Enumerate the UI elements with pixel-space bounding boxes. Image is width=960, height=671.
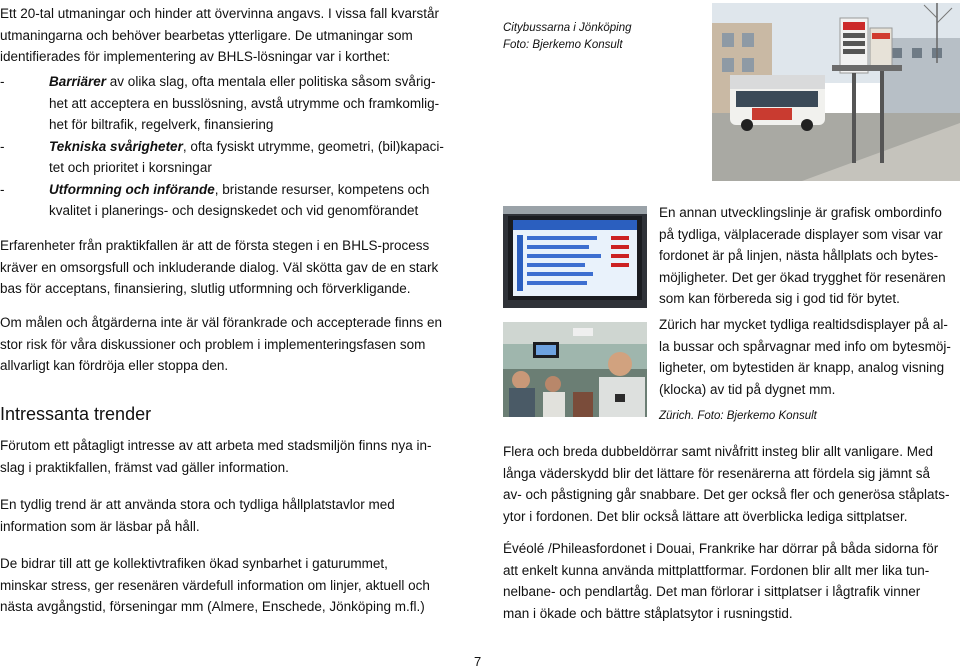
text-line: information som är läsbar på håll.: [0, 518, 200, 534]
list-text: av olika slag, ofta mentala eller politiska såsom svårig-: [106, 74, 436, 89]
text-line: Ett 20-tal utmaningar och hinder att övervinna angavs. I vissa fall kvarstår: [0, 6, 439, 21]
bus-interior-photo: [503, 322, 647, 417]
zurich-paragraph: [659, 314, 960, 400]
text-line: långa väderskydd blir det lättare för resenärerna att fördela sig jämnt så: [503, 465, 930, 481]
text-line: av- och påstigning går snabbare. Det ger också fler och generösa ståplats-: [503, 487, 950, 502]
text-line: ytor i fordonen. Det blir också lättare att överblicka lediga sittplatser.: [503, 508, 908, 524]
text-line: fordonet är på linjen, nästa hållplats och bytes-: [659, 248, 939, 263]
text-line: identifierades för implementering av BHLS-lösningar var i korthet:: [0, 49, 391, 64]
list-dash: -: [0, 74, 5, 89]
text-line: som kan förbereda sig i god tid för bytet.: [659, 291, 900, 306]
text-line: Flera och breda dubbeldörrar samt nivåfritt insteg blir allt vanligare. Med: [503, 444, 933, 459]
caption-line: Citybussarna i Jönköping: [503, 22, 632, 34]
trend-paragraph-1: [0, 435, 470, 478]
text-line: ligheter, om bytestiden är knapp, analog visning: [659, 360, 945, 375]
text-line: Zürich har mycket tydliga realtidsdisplayer på al-: [659, 317, 948, 332]
text-line: En tydlig trend är att använda stora och tydliga hållplatstavlor med: [0, 497, 395, 512]
photo-caption-jonkoping: [503, 20, 703, 54]
text-line: möjligheter. Det ger ökad trygghet för resenären: [659, 269, 946, 285]
trend-paragraph-2: [0, 494, 470, 537]
doors-paragraph: [503, 441, 960, 527]
text-line: allvarligt kan fördröja eller stoppa den.: [0, 358, 229, 373]
text-line: nelbane- och pendlartåg. Det man förlorar i sittplatser i lågtrafik vinner: [503, 584, 921, 599]
text-line: En annan utvecklingslinje är grafisk ombordinfo: [659, 205, 942, 220]
text-line: Évéolé /Phileasfordonet i Douai, Frankrike har dörrar på båda sidorna för: [503, 541, 939, 556]
text-line: [49, 136, 470, 158]
text-line: kräver en omsorgsfull och inkluderande dialog. Väl skötta gav de en stark: [0, 259, 439, 275]
bus-stop-photo: [712, 3, 960, 181]
list-dash: -: [0, 138, 5, 154]
text-line: (klocka) av tid på dygnet mm.: [659, 381, 836, 397]
page-number: 7: [474, 654, 482, 669]
list-text: , bristande resurser, kompetens och: [214, 181, 430, 197]
text-line: tet och prioritet i korsningar: [49, 160, 212, 175]
text-line: nästa avgångstid, förseningar mm (Almere, Enschede, Jönköping m.fl.): [0, 599, 425, 614]
text-line: att enkelt kunna använda mittplattformar. Fordonen blir allt mer lika tun-: [503, 562, 930, 578]
text-line: Förutom ett påtagligt intresse av att arbeta med stadsmiljön finns nya in-: [0, 438, 432, 453]
text-line: på tydliga, välplacerade displayer som visar var: [659, 226, 943, 242]
list-term: Utformning och införande: [49, 181, 215, 197]
trend-paragraph-3: [0, 553, 470, 618]
text-line: het att acceptera en busslösning, avstå utrymme och framkomlig-: [49, 95, 440, 111]
text-line: Erfarenheter från praktikfallen är att de första stegen i en BHLS-process: [0, 238, 430, 253]
list-dash: -: [0, 181, 5, 197]
text-line: stor risk för våra diskussioner och problem i implementeringsfasen som: [0, 336, 426, 352]
text-line: minskar stress, ger resenären värdefull information om linjer, aktuell och: [0, 577, 430, 593]
list-term: Tekniska svårigheter: [49, 138, 183, 154]
list-item: [0, 71, 470, 136]
list-item: [0, 179, 470, 222]
evole-paragraph: [503, 538, 960, 624]
text-line: [49, 179, 470, 201]
text-line: het för biltrafik, regelverk, finansiering: [49, 117, 274, 132]
challenges-list: [0, 71, 470, 222]
onboard-display-photo: [503, 206, 647, 308]
list-term: Barriärer: [49, 74, 107, 89]
displays-paragraph: [659, 202, 960, 310]
goals-paragraph: [0, 312, 470, 377]
text-line: man i ökade och bättre ståplatsytor i rusningstid.: [503, 605, 793, 621]
intro-paragraph: [0, 3, 470, 68]
text-line: bas för acceptans, finansiering, slutlig utformning och förverkligande.: [0, 281, 411, 296]
text-line: Om målen och åtgärderna inte är väl förankrade och accepterade finns en: [0, 315, 443, 330]
photo-caption-zurich: Zürich. Foto: Bjerkemo Konsult: [659, 410, 817, 422]
list-item: [0, 136, 470, 179]
text-line: De bidrar till att ge kollektivtrafiken ökad synbarhet i gaturummet,: [0, 556, 388, 571]
text-line: [49, 71, 470, 93]
text-line: utmaningarna och behöver bearbetas ytterligare. De utmaningar som: [0, 27, 413, 43]
list-text: , ofta fysiskt utrymme, geometri, (bil)kapaci-: [182, 138, 444, 154]
text-line: la bussar och spårvagnar med info om bytesmöj-: [659, 338, 951, 354]
text-line: slag i praktikfallen, främst vad gäller information.: [0, 459, 289, 475]
section-heading: Intressanta trender: [0, 404, 152, 424]
caption-line: Foto: Bjerkemo Konsult: [503, 39, 623, 51]
text-line: kvalitet i planerings- och designskedet och vid genomförandet: [49, 203, 419, 218]
experience-paragraph: [0, 235, 470, 300]
